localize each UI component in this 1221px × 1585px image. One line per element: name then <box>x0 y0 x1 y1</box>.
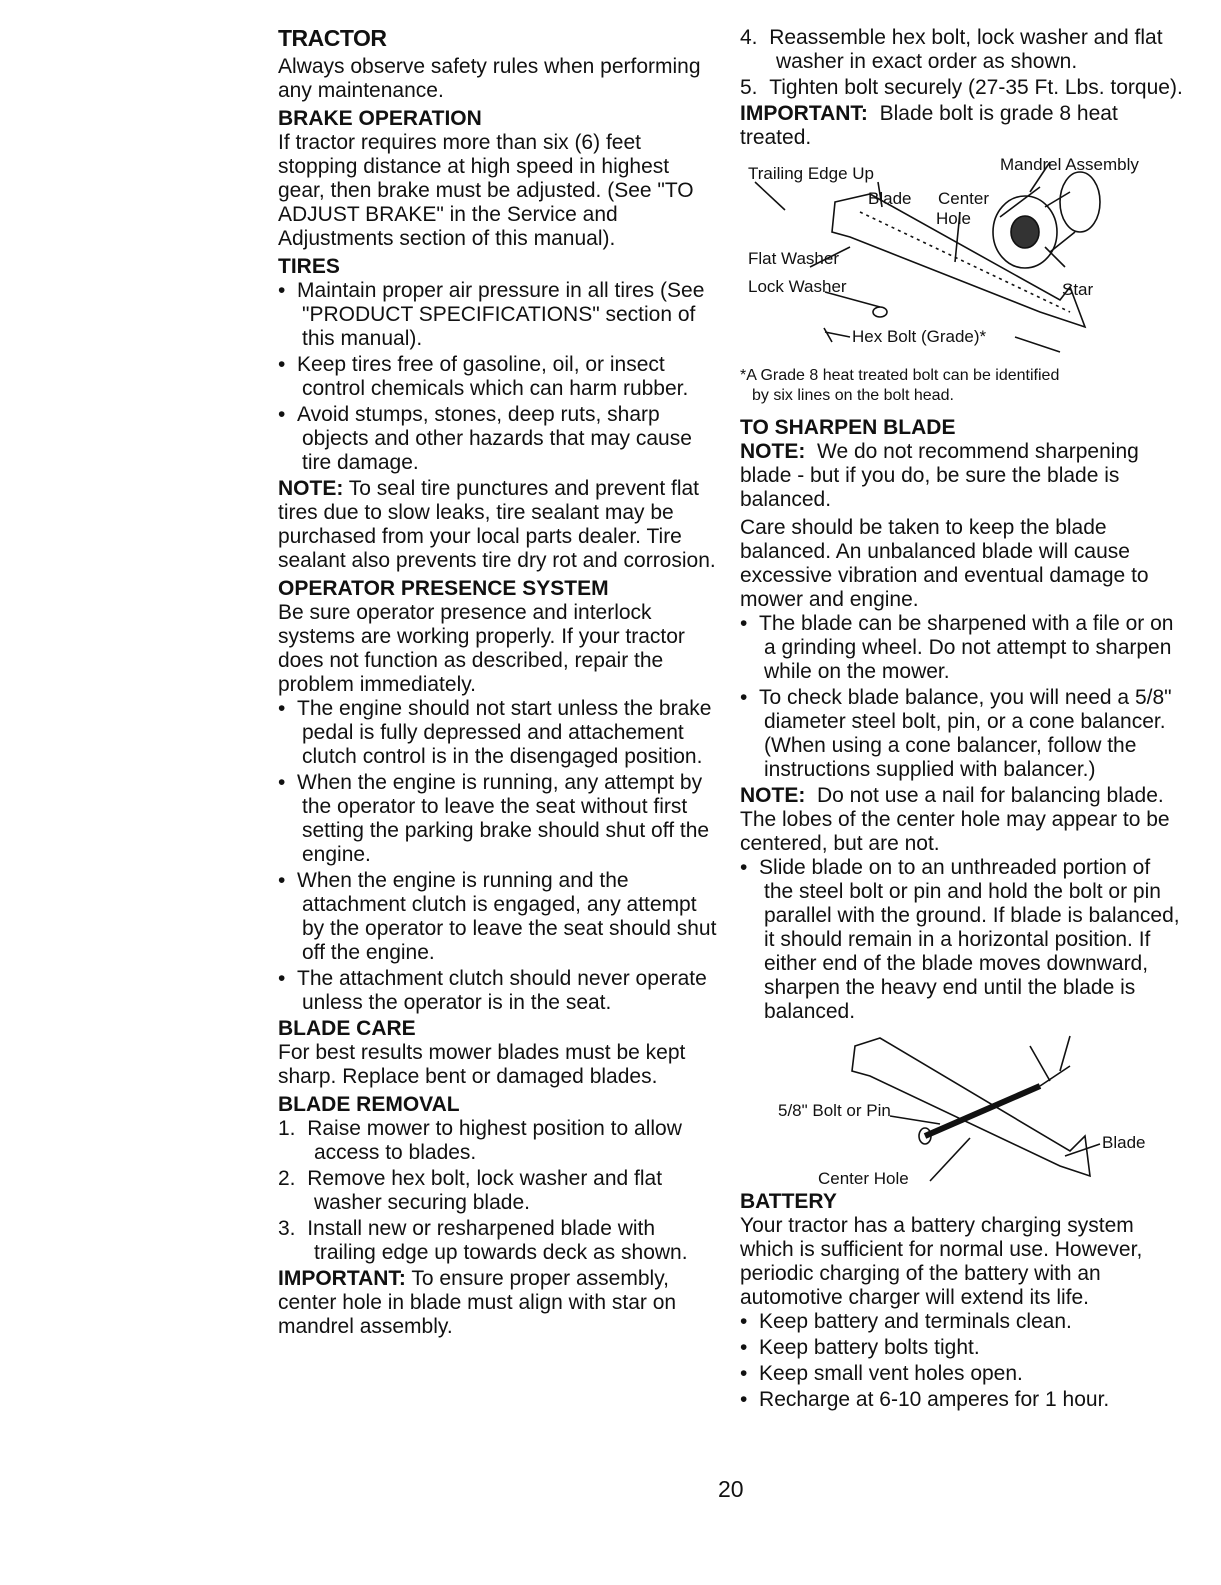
tires-note: NOTE: To seal tire punctures and prevent flat tires due to slow leaks, tire sealant may be purchased from your local parts dealer. Tire sealant also prevents tire dry rot and corrosion. <box>278 477 716 572</box>
label-balance-blade: Blade <box>1102 1133 1146 1152</box>
list-item: 4. Reassemble hex bolt, lock washer and flat washer in exact order as shown. <box>740 26 1163 73</box>
balance-note: NOTE: Do not use a nail for balancing blade. The lobes of the center hole may appear to be centered, but are not. <box>740 784 1170 855</box>
sharpen-note: NOTE: We do not recommend sharpening blade - but if you do, be sure the blade is balanced. <box>740 440 1139 511</box>
list-item: 2. Remove hex bolt, lock washer and flat washer securing blade. <box>278 1167 663 1214</box>
label-bolt-or-pin: 5/8" Bolt or Pin <box>778 1101 891 1120</box>
list-item: • Slide blade on to an unthreaded portion of the steel bolt or pin and hold the bolt or pin parallel with the ground. If blade is balanced, it should remain in a horizontal position. If either end of the blade moves downward, sharpen the heavy end until the blade is balanced. <box>740 856 1180 1023</box>
list-item: 3. Install new or resharpened blade with trailing edge up towards deck as shown. <box>278 1217 688 1264</box>
blade-balance-diagram <box>740 1026 1180 1186</box>
blade-assembly-figure <box>740 152 1185 362</box>
lock-washer <box>873 307 887 317</box>
tires-list <box>278 279 718 475</box>
list-item: • Keep battery and terminals clean. <box>740 1310 1072 1333</box>
list-item: • The blade can be sharpened with a file or on a grinding wheel. Do not attempt to sharpen while on the mower. <box>740 612 1174 683</box>
intro-text: Always observe safety rules when performing any maintenance. <box>278 55 701 102</box>
page-number: 20 <box>718 1476 744 1502</box>
right-column <box>740 26 1185 1414</box>
important-assembly: IMPORTANT: To ensure proper assembly, center hole in blade must align with star on mandrel assembly. <box>278 1267 677 1338</box>
label-star: Star <box>1062 280 1094 299</box>
heading-blade-care: BLADE CARE <box>278 1017 416 1040</box>
heading-to-sharpen-blade: TO SHARPEN BLADE <box>740 416 956 439</box>
label-center-hole: Center Hole <box>818 1169 909 1186</box>
list-item: • When the engine is running and the attachment clutch is engaged, any attempt by the operator to leave the seat should shut off the engine. <box>278 869 717 964</box>
balance-list <box>740 856 1185 1024</box>
label-mandrel-assembly: Mandrel Assembly <box>1000 155 1139 174</box>
removal-steps-right <box>740 26 1185 100</box>
list-item: • Maintain proper air pressure in all tires (See "PRODUCT SPECIFICATIONS" section of this manual). <box>278 279 705 350</box>
label-flat-washer: Flat Washer <box>748 249 840 268</box>
list-item: 5. Tighten bolt securely (27-35 Ft. Lbs. torque). <box>740 76 1183 99</box>
sharpen-text: Care should be taken to keep the blade balanced. An unbalanced blade will cause excessive vibration and eventual damage to mower and engine. <box>740 516 1149 611</box>
list-item: • Keep tires free of gasoline, oil, or insect control chemicals which can harm rubber. <box>278 353 689 400</box>
heading-battery: BATTERY <box>740 1190 837 1213</box>
brake-text: If tractor requires more than six (6) feet stopping distance at high speed in highest gear, then brake must be adjusted. (See "TO ADJUST BRAKE" in the Service and Adjustments section of this manual). <box>278 131 694 250</box>
list-item: 1. Raise mower to highest position to allow access to blades. <box>278 1117 682 1164</box>
blade-care-text: For best results mower blades must be kept sharp. Replace bent or damaged blades. <box>278 1041 686 1088</box>
footnote-line-2: by six lines on the bolt head. <box>752 387 954 404</box>
blade-assembly-diagram <box>740 152 1180 362</box>
label-blade: Blade <box>868 189 912 208</box>
list-item: • Keep small vent holes open. <box>740 1362 1023 1385</box>
heading-operator-presence: OPERATOR PRESENCE SYSTEM <box>278 577 609 600</box>
left-column <box>278 26 718 1343</box>
sharpen-list <box>740 612 1185 782</box>
important-bolt-grade: IMPORTANT: Blade bolt is grade 8 heat treated. <box>740 102 1118 149</box>
list-item: • Avoid stumps, stones, deep ruts, sharp objects and other hazards that may cause tire damage. <box>278 403 692 474</box>
list-item: • The attachment clutch should never operate unless the operator is in the seat. <box>278 967 707 1014</box>
label-center: Center <box>938 189 990 208</box>
ops-list <box>278 697 718 1015</box>
list-item: • Keep battery bolts tight. <box>740 1336 980 1359</box>
battery-text: Your tractor has a battery charging system which is sufficient for normal use. However, periodic charging of the battery with an automotive charger will extend its life. <box>740 1214 1143 1309</box>
label-lock-washer: Lock Washer <box>748 277 847 296</box>
label-hex-bolt: Hex Bolt (Grade)* <box>852 327 987 346</box>
label-hole: Hole <box>936 209 971 228</box>
ops-text: Be sure operator presence and interlock systems are working properly. If your tractor does not function as described, repair the problem immediately. <box>278 601 685 696</box>
blade-balance-figure <box>740 1026 1185 1186</box>
list-item: • The engine should not start unless the brake pedal is fully depressed and attachement clutch control is in the disengaged position. <box>278 697 712 768</box>
footnote-line-1: *A Grade 8 heat treated bolt can be identified <box>740 367 1060 384</box>
list-item: • When the engine is running, any attempt by the operator to leave the seat without first setting the parking brake should shut off the engine. <box>278 771 710 866</box>
grade-footnote <box>740 366 1185 406</box>
section-title-tractor: TRACTOR <box>278 25 387 51</box>
heading-blade-removal: BLADE REMOVAL <box>278 1093 460 1116</box>
list-item: • To check blade balance, you will need a 5/8" diameter steel bolt, pin, or a cone balancer. (When using a cone balancer, follow the instructions supplied with balancer.) <box>740 686 1172 781</box>
heading-brake-operation: BRAKE OPERATION <box>278 107 482 130</box>
heading-tires: TIRES <box>278 255 340 278</box>
list-item: • Recharge at 6-10 amperes for 1 hour. <box>740 1388 1110 1411</box>
label-trailing-edge: Trailing Edge Up <box>748 164 874 183</box>
battery-list <box>740 1310 1185 1412</box>
removal-steps-left <box>278 1117 718 1265</box>
